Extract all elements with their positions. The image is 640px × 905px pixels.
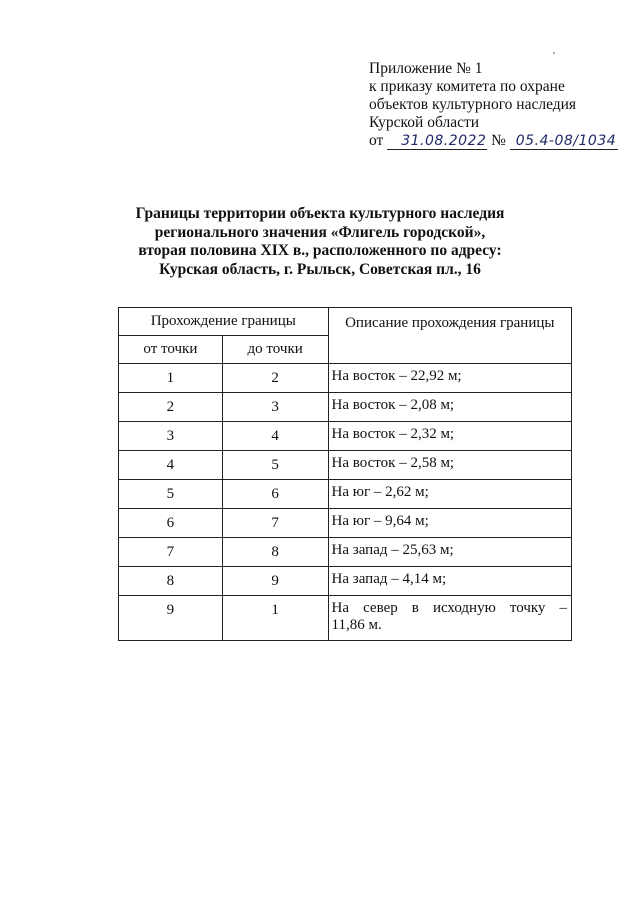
title-line-2: регионального значения «Флигель городской», <box>154 223 486 241</box>
table-row <box>119 480 572 509</box>
table-row <box>119 422 572 451</box>
to-point-cell: 3 <box>222 393 328 422</box>
table-row <box>119 509 572 538</box>
scan-speck <box>553 52 555 54</box>
description-cell <box>328 596 571 641</box>
to-point-cell: 7 <box>222 509 328 538</box>
table-row <box>119 538 572 567</box>
document-title <box>100 205 540 279</box>
to-point-cell: 2 <box>222 364 328 393</box>
appendix-block <box>369 60 634 150</box>
number-label: № <box>491 132 506 149</box>
description-cell: На восток – 2,58 м; <box>328 451 571 480</box>
boundary-table <box>118 307 572 641</box>
from-point-cell: 2 <box>119 393 223 422</box>
table-row <box>119 364 572 393</box>
handwritten-number: 05.4-08/1034 <box>510 133 618 150</box>
table-row <box>119 596 572 641</box>
appendix-order-line: к приказу комитета по охране <box>369 78 565 95</box>
description-cell: На запад – 25,63 м; <box>328 538 571 567</box>
title-line-4: Курская область, г. Рыльск, Советская пл., 16 <box>159 260 481 278</box>
appendix-committee-line: объектов культурного наследия <box>369 96 577 113</box>
from-point-cell: 4 <box>119 451 223 480</box>
header-boundary-passage: Прохождение границы <box>119 308 329 336</box>
description-line-1: На север в исходную точку – <box>331 600 567 616</box>
description-cell: На восток – 22,92 м; <box>328 364 571 393</box>
description-cell: На восток – 2,08 м; <box>328 393 571 422</box>
to-point-cell: 4 <box>222 422 328 451</box>
table-header-row <box>119 308 572 336</box>
description-cell: На восток – 2,32 м; <box>328 422 571 451</box>
title-line-3: вторая половина XIX в., расположенного по адресу: <box>138 242 502 259</box>
title-line-1: Границы территории объекта культурного наследия <box>135 205 505 222</box>
table-row <box>119 393 572 422</box>
appendix-date-number-line <box>369 132 634 150</box>
from-point-cell: 5 <box>119 480 223 509</box>
to-point-cell: 1 <box>222 596 328 641</box>
from-point-cell: 1 <box>119 364 223 393</box>
to-point-cell: 9 <box>222 567 328 596</box>
description-cell: На запад – 4,14 м; <box>328 567 571 596</box>
from-label: от <box>369 132 384 149</box>
from-point-cell: 8 <box>119 567 223 596</box>
appendix-region-line: Курской области <box>369 114 480 131</box>
table-row <box>119 451 572 480</box>
header-description: Описание прохождения границы <box>328 308 571 364</box>
from-point-cell: 7 <box>119 538 223 567</box>
from-point-cell: 3 <box>119 422 223 451</box>
header-to-point: до точки <box>222 336 328 364</box>
to-point-cell: 6 <box>222 480 328 509</box>
appendix-title: Приложение № 1 <box>369 60 483 77</box>
description-cell: На юг – 9,64 м; <box>328 509 571 538</box>
from-point-cell: 6 <box>119 509 223 538</box>
description-line-2: 11,86 м. <box>331 617 382 633</box>
table-row <box>119 567 572 596</box>
handwritten-date: 31.08.2022 <box>387 133 487 150</box>
to-point-cell: 8 <box>222 538 328 567</box>
from-point-cell: 9 <box>119 596 223 641</box>
header-from-point: от точки <box>119 336 223 364</box>
description-cell: На юг – 2,62 м; <box>328 480 571 509</box>
to-point-cell: 5 <box>222 451 328 480</box>
